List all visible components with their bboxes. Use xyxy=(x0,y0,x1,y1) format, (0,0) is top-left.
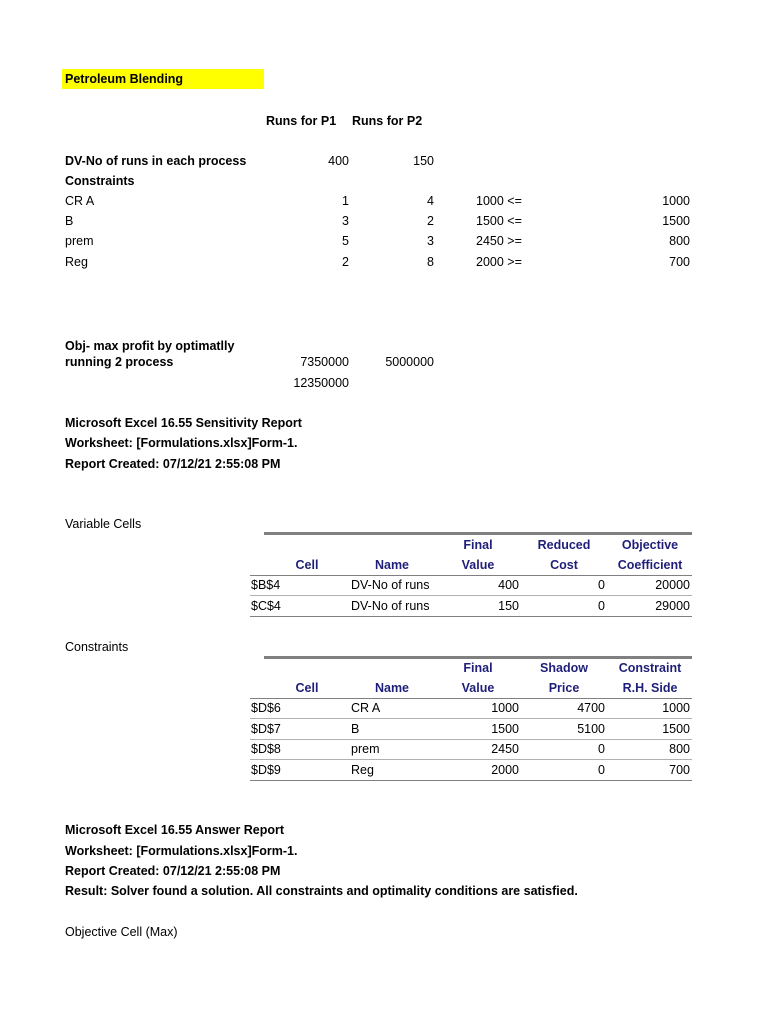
vc-cost: 0 xyxy=(598,578,605,592)
answer-worksheet: Worksheet: [Formulations.xlsx]Form-1. xyxy=(65,844,298,858)
constraint-p1: 1 xyxy=(342,194,349,208)
ct-name: B xyxy=(351,722,360,736)
ct-rhs: 1500 xyxy=(662,722,690,736)
table-bottom-border xyxy=(250,616,692,617)
vc-header-coefficient: Coefficient xyxy=(617,558,683,572)
sheet-title: Petroleum Blending xyxy=(65,72,184,86)
ct-value: 1500 xyxy=(491,722,519,736)
ct-name: CR A xyxy=(351,701,381,715)
sensitivity-created: Report Created: 07/12/21 2:55:08 PM xyxy=(65,457,281,471)
constraint-p2: 2 xyxy=(427,214,434,228)
ct-price: 0 xyxy=(598,742,605,756)
ct-header-cell: Cell xyxy=(295,681,319,695)
dv-p1: 400 xyxy=(328,154,349,168)
ct-value: 2000 xyxy=(491,763,519,777)
constraint-rhs: 1000 xyxy=(662,194,690,208)
ct-header-value: Value xyxy=(461,681,495,695)
row-divider xyxy=(250,739,692,740)
answer-result: Result: Solver found a solution. All constraints and optimality conditions are satisfied. xyxy=(65,884,578,898)
constraint-lhs: 1000 <= xyxy=(476,194,522,208)
ct-header-shadow: Shadow xyxy=(540,661,588,675)
constraints-table-label: Constraints xyxy=(65,640,129,654)
objective-label-2: running 2 process xyxy=(65,355,174,369)
ct-name: Reg xyxy=(351,763,374,777)
vc-header-cell: Cell xyxy=(295,558,319,572)
ct-cell: $D$6 xyxy=(251,701,281,715)
sensitivity-title: Microsoft Excel 16.55 Sensitivity Report xyxy=(65,416,302,430)
constraint-p2: 8 xyxy=(427,255,434,269)
vc-name: DV-No of runs xyxy=(351,599,430,613)
objective-p1: 7350000 xyxy=(300,355,349,369)
constraint-p2: 3 xyxy=(427,234,434,248)
row-divider xyxy=(250,759,692,760)
dv-p2: 150 xyxy=(413,154,434,168)
objective-cell-label: Objective Cell (Max) xyxy=(65,925,178,939)
ct-value: 2450 xyxy=(491,742,519,756)
ct-rhs: 1000 xyxy=(662,701,690,715)
ct-name: prem xyxy=(351,742,380,756)
constraint-lhs: 1500 <= xyxy=(476,214,522,228)
table-header-border xyxy=(250,698,692,699)
sensitivity-worksheet: Worksheet: [Formulations.xlsx]Form-1. xyxy=(65,436,298,450)
vc-cell: $B$4 xyxy=(251,578,281,592)
objective-label-1: Obj- max profit by optimatlly xyxy=(65,339,235,353)
ct-rhs: 700 xyxy=(669,763,690,777)
ct-cell: $D$9 xyxy=(251,763,281,777)
vc-coefficient: 29000 xyxy=(655,599,690,613)
vc-cost: 0 xyxy=(598,599,605,613)
vc-header-name: Name xyxy=(374,558,410,572)
constraint-rhs: 800 xyxy=(669,234,690,248)
ct-price: 4700 xyxy=(577,701,605,715)
ct-header-constraint: Constraint xyxy=(618,661,682,675)
ct-header-final: Final xyxy=(463,661,493,675)
vc-header-final: Final xyxy=(463,538,493,552)
answer-created: Report Created: 07/12/21 2:55:08 PM xyxy=(65,864,281,878)
ct-header-price: Price xyxy=(548,681,580,695)
vc-coefficient: 20000 xyxy=(655,578,690,592)
vc-value: 400 xyxy=(498,578,519,592)
variable-cells-label: Variable Cells xyxy=(65,517,142,531)
ct-header-name: Name xyxy=(374,681,410,695)
row-divider xyxy=(250,595,692,596)
constraint-rhs: 700 xyxy=(669,255,690,269)
answer-title: Microsoft Excel 16.55 Answer Report xyxy=(65,823,285,837)
ct-cell: $D$8 xyxy=(251,742,281,756)
ct-header-rhs: R.H. Side xyxy=(622,681,678,695)
vc-header-cost: Cost xyxy=(550,558,578,572)
table-bottom-border xyxy=(250,780,692,781)
constraint-label: B xyxy=(65,214,74,228)
row-divider xyxy=(250,718,692,719)
ct-rhs: 800 xyxy=(669,742,690,756)
table-top-border xyxy=(264,532,692,535)
constraint-lhs: 2450 >= xyxy=(476,234,522,248)
vc-value: 150 xyxy=(498,599,519,613)
ct-price: 5100 xyxy=(577,722,605,736)
vc-cell: $C$4 xyxy=(251,599,281,613)
constraint-rhs: 1500 xyxy=(662,214,690,228)
constraint-p1: 2 xyxy=(342,255,349,269)
vc-header-value: Value xyxy=(461,558,495,572)
ct-price: 0 xyxy=(598,763,605,777)
vc-header-reduced: Reduced xyxy=(537,538,591,552)
header-runs-p2: Runs for P2 xyxy=(352,114,423,128)
dv-label: DV-No of runs in each process xyxy=(65,154,247,168)
constraint-p1: 3 xyxy=(342,214,349,228)
vc-header-objective: Objective xyxy=(621,538,679,552)
constraints-heading: Constraints xyxy=(65,174,135,188)
constraint-label: prem xyxy=(65,234,94,248)
constraint-p1: 5 xyxy=(342,234,349,248)
objective-total: 12350000 xyxy=(293,376,349,390)
table-top-border xyxy=(264,656,692,659)
constraint-label: Reg xyxy=(65,255,88,269)
header-runs-p1: Runs for P1 xyxy=(266,114,337,128)
constraint-p2: 4 xyxy=(427,194,434,208)
objective-p2: 5000000 xyxy=(385,355,434,369)
ct-value: 1000 xyxy=(491,701,519,715)
ct-cell: $D$7 xyxy=(251,722,281,736)
constraint-lhs: 2000 >= xyxy=(476,255,522,269)
vc-name: DV-No of runs xyxy=(351,578,430,592)
constraint-label: CR A xyxy=(65,194,95,208)
table-header-border xyxy=(250,575,692,576)
